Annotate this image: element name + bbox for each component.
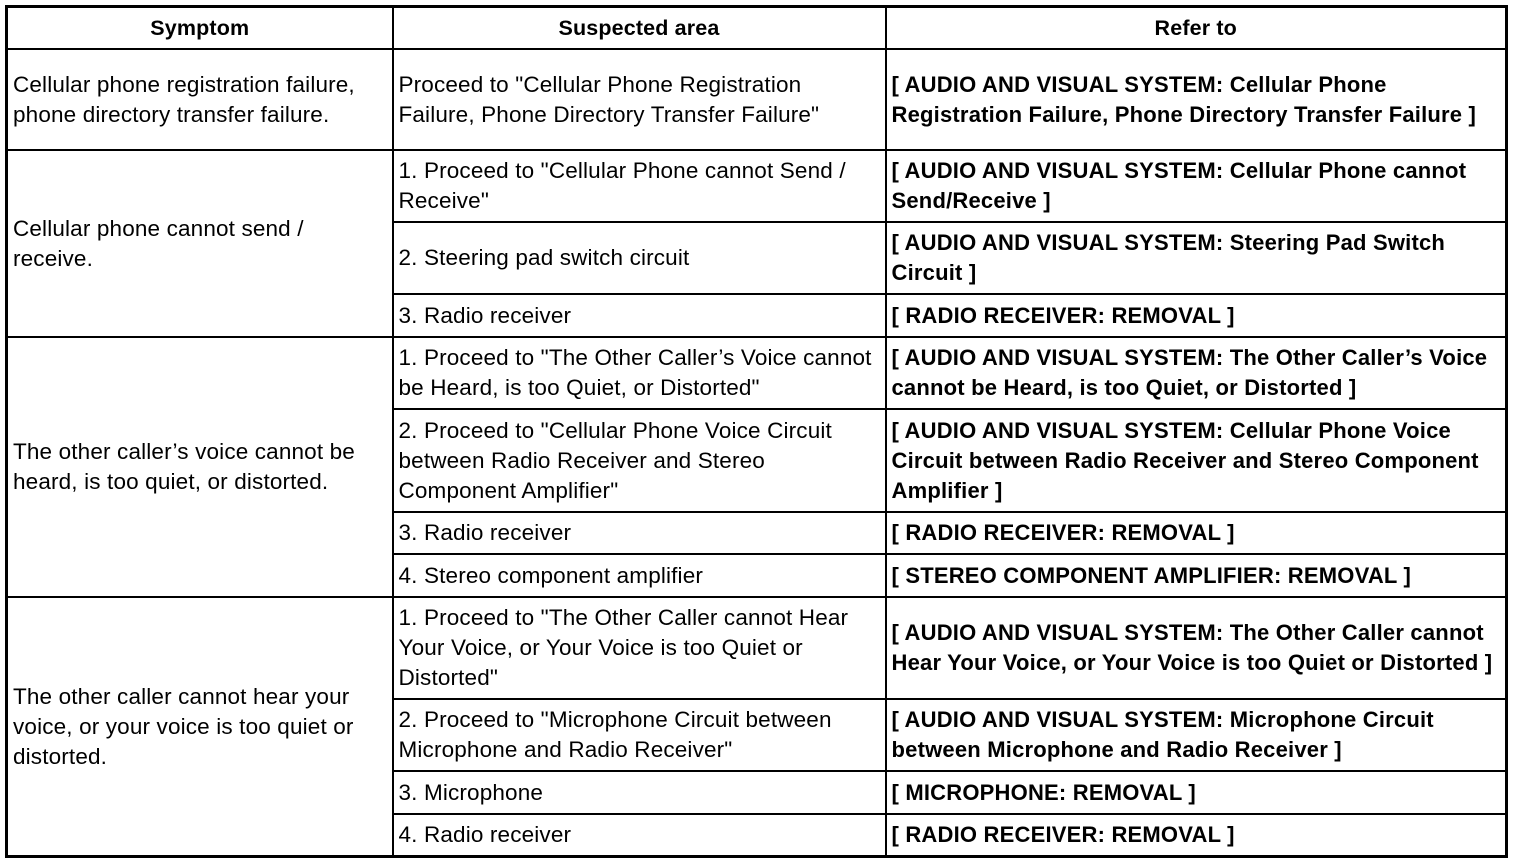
refer-to-cell: [ AUDIO AND VISUAL SYSTEM: Steering Pad Switch Circuit ] — [886, 222, 1507, 294]
refer-to-cell: [ RADIO RECEIVER: REMOVAL ] — [886, 512, 1507, 554]
symptom-cell: The other caller’s voice cannot be heard, is too quiet, or distorted. — [7, 337, 393, 597]
symptom-cell: Cellular phone cannot send / receive. — [7, 150, 393, 337]
table-row — [7, 597, 1507, 699]
table-row — [7, 150, 1507, 222]
suspected-area-cell: 2. Proceed to "Microphone Circuit between Microphone and Radio Receiver" — [393, 699, 886, 771]
refer-to-cell: [ AUDIO AND VISUAL SYSTEM: Cellular Phone Registration Failure, Phone Directory Transfer Failure ] — [886, 49, 1507, 150]
suspected-area-cell: 4. Stereo component amplifier — [393, 554, 886, 597]
refer-to-cell: [ MICROPHONE: REMOVAL ] — [886, 771, 1507, 814]
symptom-table — [5, 5, 1508, 858]
refer-to-cell: [ AUDIO AND VISUAL SYSTEM: Cellular Phone Voice Circuit between Radio Receiver and Stereo Component Amplifier ] — [886, 409, 1507, 512]
suspected-area-cell: 1. Proceed to "The Other Caller cannot Hear Your Voice, or Your Voice is too Quiet or Distorted" — [393, 597, 886, 699]
suspected-area-cell: 2. Steering pad switch circuit — [393, 222, 886, 294]
refer-to-cell: [ RADIO RECEIVER: REMOVAL ] — [886, 294, 1507, 337]
symptom-cell: Cellular phone registration failure, phone directory transfer failure. — [7, 49, 393, 150]
suspected-area-cell: 2. Proceed to "Cellular Phone Voice Circuit between Radio Receiver and Stereo Component Amplifier" — [393, 409, 886, 512]
table-row — [7, 337, 1507, 409]
table-row — [7, 49, 1507, 150]
header-row — [7, 7, 1507, 50]
refer-to-cell: [ AUDIO AND VISUAL SYSTEM: The Other Caller cannot Hear Your Voice, or Your Voice is too Quiet or Distorted ] — [886, 597, 1507, 699]
suspected-area-cell: 1. Proceed to "Cellular Phone cannot Send / Receive" — [393, 150, 886, 222]
header-refer-to: Refer to — [886, 7, 1507, 50]
header-suspected-area: Suspected area — [393, 7, 886, 50]
refer-to-cell: [ AUDIO AND VISUAL SYSTEM: The Other Caller’s Voice cannot be Heard, is too Quiet, or Distorted ] — [886, 337, 1507, 409]
refer-to-cell: [ AUDIO AND VISUAL SYSTEM: Microphone Circuit between Microphone and Radio Receiver ] — [886, 699, 1507, 771]
refer-to-cell: [ STEREO COMPONENT AMPLIFIER: REMOVAL ] — [886, 554, 1507, 597]
symptom-cell: The other caller cannot hear your voice, or your voice is too quiet or distorted. — [7, 597, 393, 857]
header-symptom: Symptom — [7, 7, 393, 50]
suspected-area-cell: Proceed to "Cellular Phone Registration Failure, Phone Directory Transfer Failure" — [393, 49, 886, 150]
suspected-area-cell: 3. Radio receiver — [393, 294, 886, 337]
suspected-area-cell: 1. Proceed to "The Other Caller’s Voice cannot be Heard, is too Quiet, or Distorted" — [393, 337, 886, 409]
refer-to-cell: [ RADIO RECEIVER: REMOVAL ] — [886, 814, 1507, 857]
suspected-area-cell: 3. Microphone — [393, 771, 886, 814]
suspected-area-cell: 4. Radio receiver — [393, 814, 886, 857]
suspected-area-cell: 3. Radio receiver — [393, 512, 886, 554]
refer-to-cell: [ AUDIO AND VISUAL SYSTEM: Cellular Phone cannot Send/Receive ] — [886, 150, 1507, 222]
